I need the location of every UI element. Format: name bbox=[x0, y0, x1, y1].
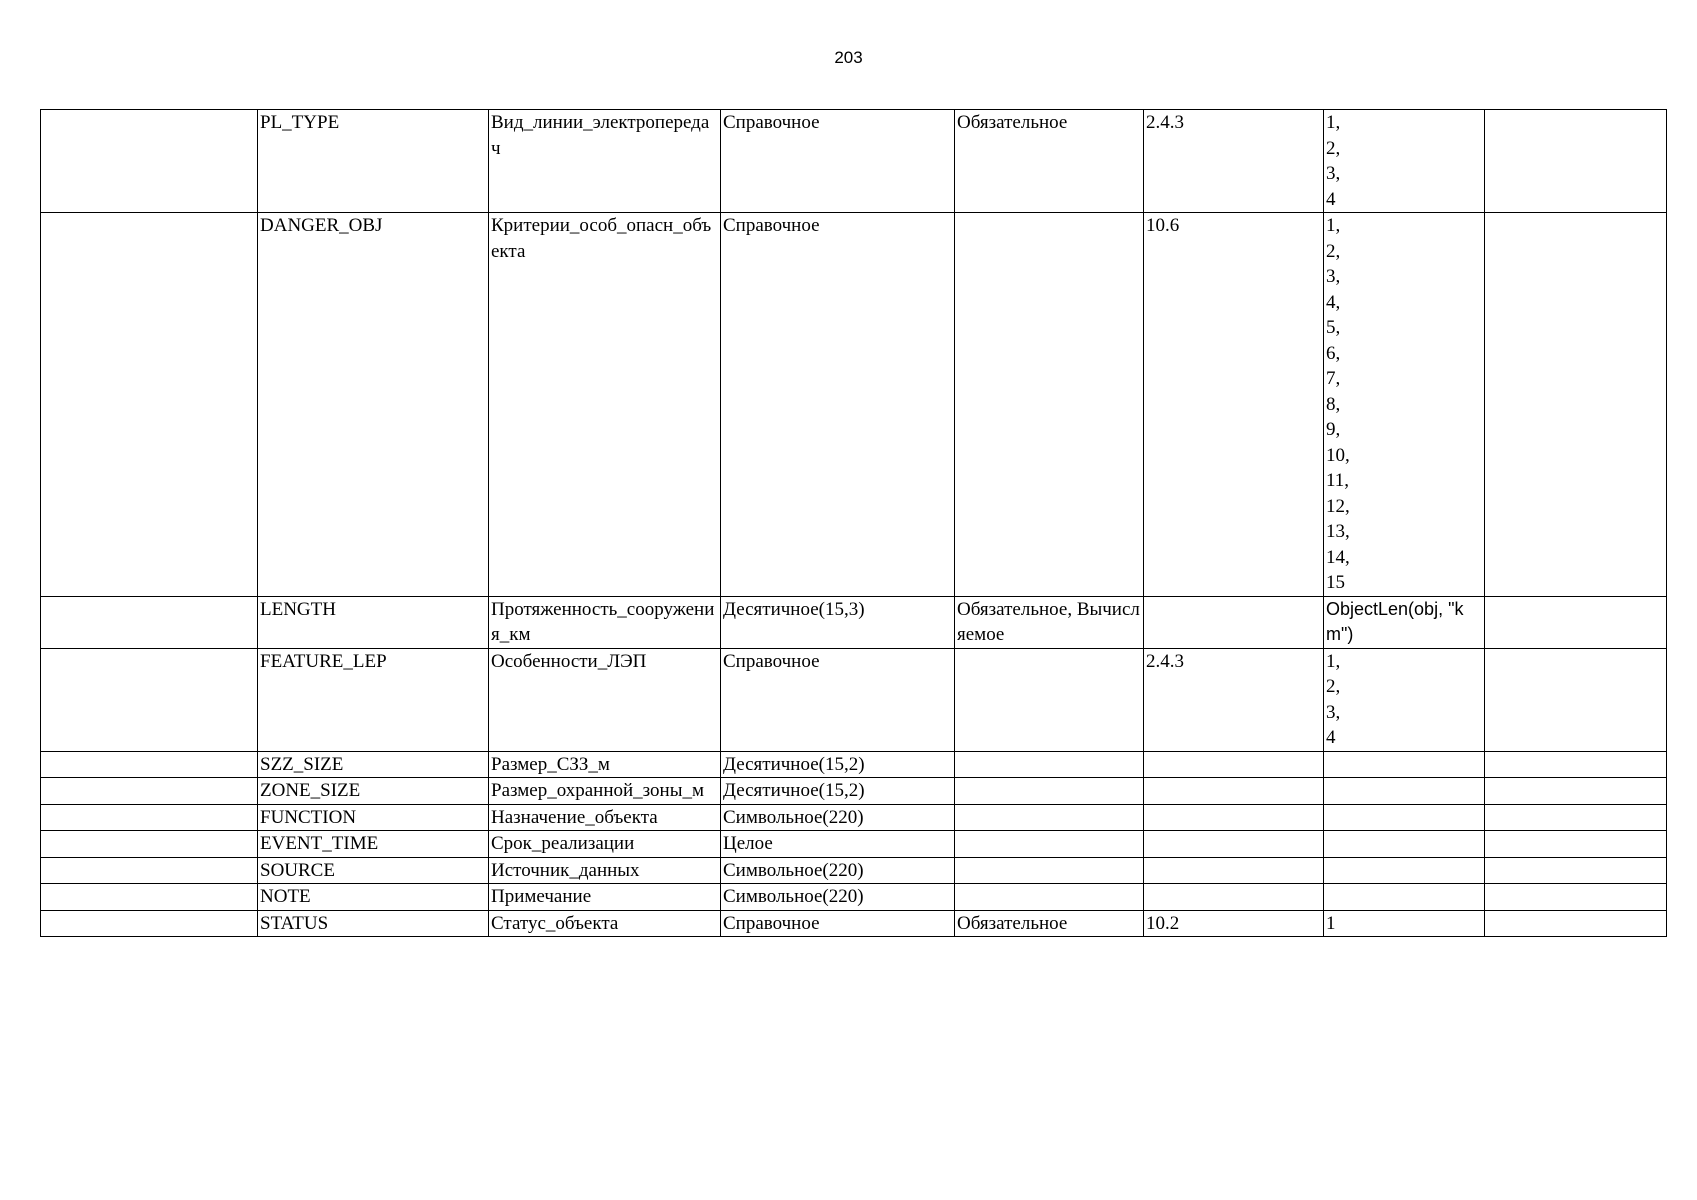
attribute-code-cell: EVENT_TIME bbox=[258, 831, 489, 858]
attribute-type-cell: Символьное(220) bbox=[721, 804, 955, 831]
value-item: 11, bbox=[1326, 470, 1350, 491]
value-item: 2, bbox=[1326, 137, 1341, 159]
attribute-name-cell: Протяженность_сооружения_км bbox=[489, 596, 721, 648]
note-cell bbox=[1485, 804, 1667, 831]
attribute-name-cell: Размер_СЗЗ_м bbox=[489, 751, 721, 778]
note-cell bbox=[1485, 778, 1667, 805]
values-cell bbox=[1324, 110, 1485, 213]
requirement-cell bbox=[955, 778, 1144, 805]
value-item: 5, bbox=[1326, 317, 1341, 338]
table-row bbox=[41, 213, 1667, 597]
attribute-type-cell: Символьное(220) bbox=[721, 884, 955, 911]
value-item: 3, bbox=[1326, 701, 1341, 723]
page-number: 203 bbox=[834, 48, 863, 67]
table-row bbox=[41, 804, 1667, 831]
attribute-type-cell: Справочное bbox=[721, 213, 955, 597]
blank-cell bbox=[41, 648, 258, 751]
attribute-name-cell: Статус_объекта bbox=[489, 910, 721, 937]
attribute-name-cell: Критерии_особ_опасн_объекта bbox=[489, 213, 721, 597]
value-item: 7, bbox=[1326, 368, 1341, 389]
reference-cell: 10.6 bbox=[1144, 213, 1324, 597]
reference-cell bbox=[1144, 884, 1324, 911]
value-item: 4 bbox=[1326, 188, 1336, 210]
note-cell bbox=[1485, 648, 1667, 751]
attribute-table bbox=[40, 109, 1667, 937]
value-item: 15 bbox=[1326, 572, 1345, 593]
values-cell bbox=[1324, 213, 1485, 597]
attribute-type-cell: Справочное bbox=[721, 648, 955, 751]
attribute-code-cell: ZONE_SIZE bbox=[258, 778, 489, 805]
values-cell bbox=[1324, 596, 1485, 648]
values-cell bbox=[1324, 831, 1485, 858]
attribute-code-cell: STATUS bbox=[258, 910, 489, 937]
table-row bbox=[41, 831, 1667, 858]
blank-cell bbox=[41, 804, 258, 831]
attribute-code-cell: PL_TYPE bbox=[258, 110, 489, 213]
reference-cell: 10.2 bbox=[1144, 910, 1324, 937]
value-item: 13, bbox=[1326, 521, 1350, 542]
attribute-name-cell: Особенности_ЛЭП bbox=[489, 648, 721, 751]
value-item: 8, bbox=[1326, 393, 1341, 415]
attribute-name-cell: Вид_линии_электропередач bbox=[489, 110, 721, 213]
attribute-type-cell: Десятичное(15,2) bbox=[721, 751, 955, 778]
table-row bbox=[41, 778, 1667, 805]
requirement-cell bbox=[955, 804, 1144, 831]
blank-cell bbox=[41, 884, 258, 911]
blank-cell bbox=[41, 778, 258, 805]
values-cell bbox=[1324, 884, 1485, 911]
blank-cell bbox=[41, 213, 258, 597]
table-row bbox=[41, 110, 1667, 213]
reference-cell: 2.4.3 bbox=[1144, 648, 1324, 751]
attribute-code-cell: FUNCTION bbox=[258, 804, 489, 831]
note-cell bbox=[1485, 213, 1667, 597]
requirement-cell bbox=[955, 648, 1144, 751]
reference-cell: 2.4.3 bbox=[1144, 110, 1324, 213]
attribute-type-cell: Десятичное(15,2) bbox=[721, 778, 955, 805]
value-item: 3, bbox=[1326, 163, 1341, 184]
requirement-cell bbox=[955, 751, 1144, 778]
note-cell bbox=[1485, 831, 1667, 858]
note-cell bbox=[1485, 884, 1667, 911]
requirement-cell: Обязательное bbox=[955, 910, 1144, 937]
attribute-code-cell: LENGTH bbox=[258, 596, 489, 648]
requirement-cell bbox=[955, 884, 1144, 911]
value-item: 4, bbox=[1326, 291, 1341, 313]
note-cell bbox=[1485, 751, 1667, 778]
values-cell bbox=[1324, 910, 1485, 937]
note-cell bbox=[1485, 910, 1667, 937]
attribute-name-cell: Размер_охранной_зоны_м bbox=[489, 778, 721, 805]
value-item: 10, bbox=[1326, 444, 1350, 466]
value-item: 1, bbox=[1326, 112, 1341, 133]
requirement-cell bbox=[955, 213, 1144, 597]
value-item: 3, bbox=[1326, 266, 1341, 287]
value-item: ObjectLen(obj, "km") bbox=[1326, 598, 1464, 644]
blank-cell bbox=[41, 857, 258, 884]
table-row bbox=[41, 596, 1667, 648]
values-cell bbox=[1324, 648, 1485, 751]
value-item: 1 bbox=[1326, 912, 1336, 934]
value-item: 9, bbox=[1326, 419, 1341, 440]
attribute-code-cell: NOTE bbox=[258, 884, 489, 911]
attribute-name-cell: Срок_реализации bbox=[489, 831, 721, 858]
value-item: 14, bbox=[1326, 546, 1350, 568]
note-cell bbox=[1485, 110, 1667, 213]
values-cell bbox=[1324, 751, 1485, 778]
table-row bbox=[41, 751, 1667, 778]
value-item: 6, bbox=[1326, 342, 1341, 364]
value-item: 2, bbox=[1326, 240, 1341, 262]
note-cell bbox=[1485, 857, 1667, 884]
attribute-code-cell: DANGER_OBJ bbox=[258, 213, 489, 597]
blank-cell bbox=[41, 751, 258, 778]
blank-cell bbox=[41, 831, 258, 858]
attribute-code-cell: FEATURE_LEP bbox=[258, 648, 489, 751]
blank-cell bbox=[41, 910, 258, 937]
value-item: 4 bbox=[1326, 727, 1336, 748]
attribute-type-cell: Символьное(220) bbox=[721, 857, 955, 884]
requirement-cell bbox=[955, 831, 1144, 858]
attribute-code-cell: SOURCE bbox=[258, 857, 489, 884]
reference-cell bbox=[1144, 831, 1324, 858]
reference-cell bbox=[1144, 857, 1324, 884]
attribute-name-cell: Источник_данных bbox=[489, 857, 721, 884]
attribute-type-cell: Десятичное(15,3) bbox=[721, 596, 955, 648]
blank-cell bbox=[41, 110, 258, 213]
table-row bbox=[41, 648, 1667, 751]
requirement-cell: Обязательное, Вычисляемое bbox=[955, 596, 1144, 648]
attribute-code-cell: SZZ_SIZE bbox=[258, 751, 489, 778]
blank-cell bbox=[41, 596, 258, 648]
attribute-type-cell: Целое bbox=[721, 831, 955, 858]
values-cell bbox=[1324, 778, 1485, 805]
values-cell bbox=[1324, 857, 1485, 884]
reference-cell bbox=[1144, 778, 1324, 805]
value-item: 1, bbox=[1326, 650, 1341, 672]
reference-cell bbox=[1144, 804, 1324, 831]
value-item: 12, bbox=[1326, 495, 1350, 517]
attribute-type-cell: Справочное bbox=[721, 910, 955, 937]
requirement-cell bbox=[955, 857, 1144, 884]
note-cell bbox=[1485, 596, 1667, 648]
values-cell bbox=[1324, 804, 1485, 831]
attribute-name-cell: Примечание bbox=[489, 884, 721, 911]
attribute-type-cell: Справочное bbox=[721, 110, 955, 213]
value-item: 1, bbox=[1326, 215, 1341, 236]
table-row bbox=[41, 910, 1667, 937]
attribute-name-cell: Назначение_объекта bbox=[489, 804, 721, 831]
table-row bbox=[41, 884, 1667, 911]
reference-cell bbox=[1144, 751, 1324, 778]
value-item: 2, bbox=[1326, 676, 1341, 697]
requirement-cell: Обязательное bbox=[955, 110, 1144, 213]
reference-cell bbox=[1144, 596, 1324, 648]
table-row bbox=[41, 857, 1667, 884]
